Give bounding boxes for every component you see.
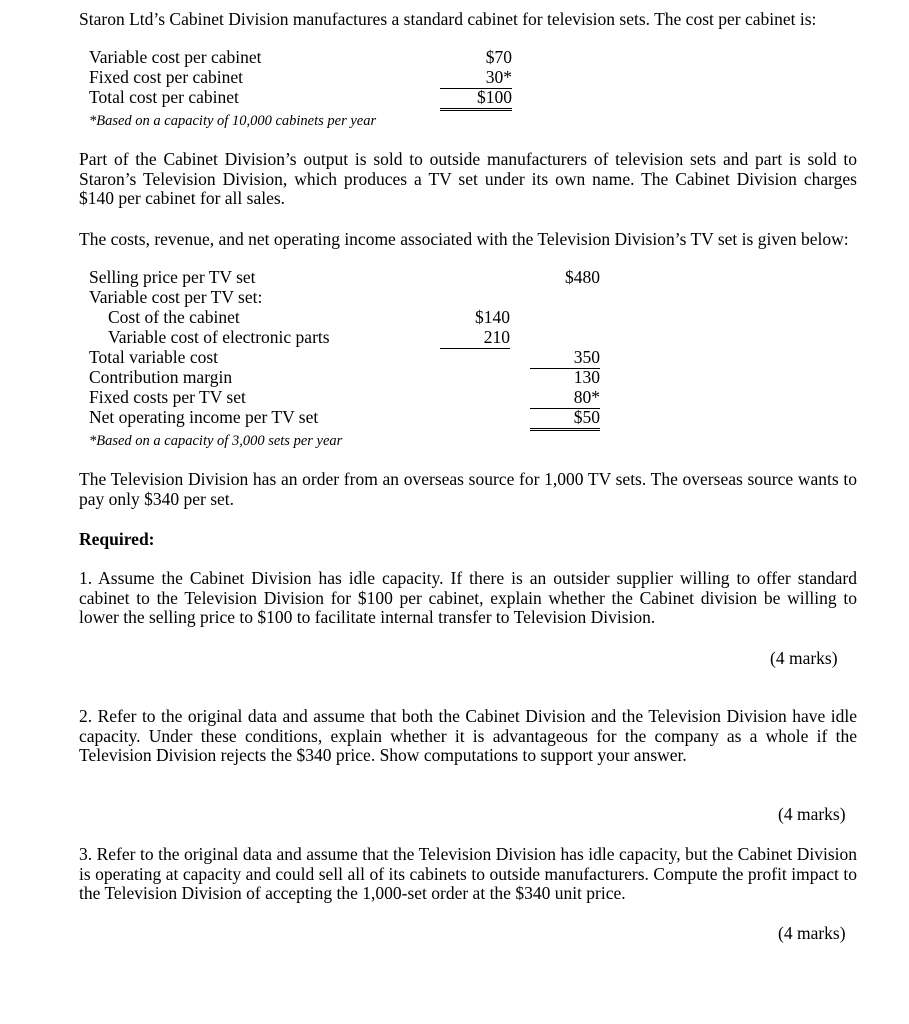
electronic-parts-value: 210 bbox=[440, 328, 510, 349]
question-3: 3. Refer to the original data and assume that the Television Division has idle capacity, but the Cabinet Division is operating at capacity and could sell all of its cabinets to outside manufacturers. Compute the profit impact to the Television Division of accepting the 1,000-set order at the $340 unit price. bbox=[79, 844, 857, 903]
cabinet-footnote: *Based on a capacity of 10,000 cabinets per year bbox=[89, 113, 377, 129]
total-variable-value: 350 bbox=[530, 348, 600, 369]
tv-costs-intro-paragraph: The costs, revenue, and net operating income associated with the Television Division’s TV set is given below: bbox=[79, 229, 849, 249]
cabinet-cost-label: Cost of the cabinet bbox=[108, 307, 240, 327]
cabinet-total-value: $100 bbox=[440, 88, 512, 111]
cabinet-fixed-label: Fixed cost per cabinet bbox=[89, 67, 244, 87]
question-3-marks: (4 marks) bbox=[778, 923, 846, 943]
required-heading: Required: bbox=[79, 529, 155, 549]
contribution-margin-value: 130 bbox=[573, 367, 600, 387]
variable-cost-header: Variable cost per TV set: bbox=[89, 287, 263, 307]
intro-paragraph: Staron Ltd’s Cabinet Division manufactures a standard cabinet for television sets. The cost per cabinet is: bbox=[79, 9, 817, 29]
total-variable-label: Total variable cost bbox=[89, 347, 219, 367]
tv-footnote: *Based on a capacity of 3,000 sets per year bbox=[89, 433, 343, 449]
question-2-marks: (4 marks) bbox=[778, 804, 846, 824]
cabinet-cost-value: $140 bbox=[475, 307, 510, 327]
cabinet-variable-label: Variable cost per cabinet bbox=[89, 47, 262, 67]
transfer-price-paragraph: Part of the Cabinet Division’s output is sold to outside manufacturers of television sets and part is sold to Staron’s Television Division, which produces a TV set under its own name. The Cabinet Division charges $140 per cabinet for all sales. bbox=[79, 149, 857, 208]
question-2: 2. Refer to the original data and assume that both the Cabinet Division and the Television Division have idle capacity. Under these conditions, explain whether it is advantageous for the company as a whole if the Television Division rejects the $340 price. Show computations to support your answer. bbox=[79, 706, 857, 765]
cabinet-variable-value: $70 bbox=[485, 47, 512, 67]
selling-price-value: $480 bbox=[565, 267, 600, 287]
fixed-costs-label: Fixed costs per TV set bbox=[89, 387, 246, 407]
selling-price-label: Selling price per TV set bbox=[89, 267, 256, 287]
net-income-value: $50 bbox=[530, 408, 600, 431]
net-income-label: Net operating income per TV set bbox=[89, 407, 319, 427]
fixed-costs-value: 80* bbox=[530, 388, 600, 409]
cabinet-fixed-value: 30* bbox=[440, 68, 512, 89]
question-1: 1. Assume the Cabinet Division has idle capacity. If there is an outsider supplier willing to offer standard cabinet to the Television Division for $100 per cabinet, explain whether the Cabinet division be willing to lower the selling price to $100 to facilitate internal transfer to Television Division. bbox=[79, 568, 857, 627]
question-1-marks: (4 marks) bbox=[770, 648, 838, 668]
contribution-margin-label: Contribution margin bbox=[89, 367, 233, 387]
overseas-order-paragraph: The Television Division has an order from an overseas source for 1,000 TV sets. The overseas source wants to pay only $340 per set. bbox=[79, 469, 857, 509]
cabinet-total-label: Total cost per cabinet bbox=[89, 87, 239, 107]
electronic-parts-label: Variable cost of electronic parts bbox=[108, 327, 330, 347]
